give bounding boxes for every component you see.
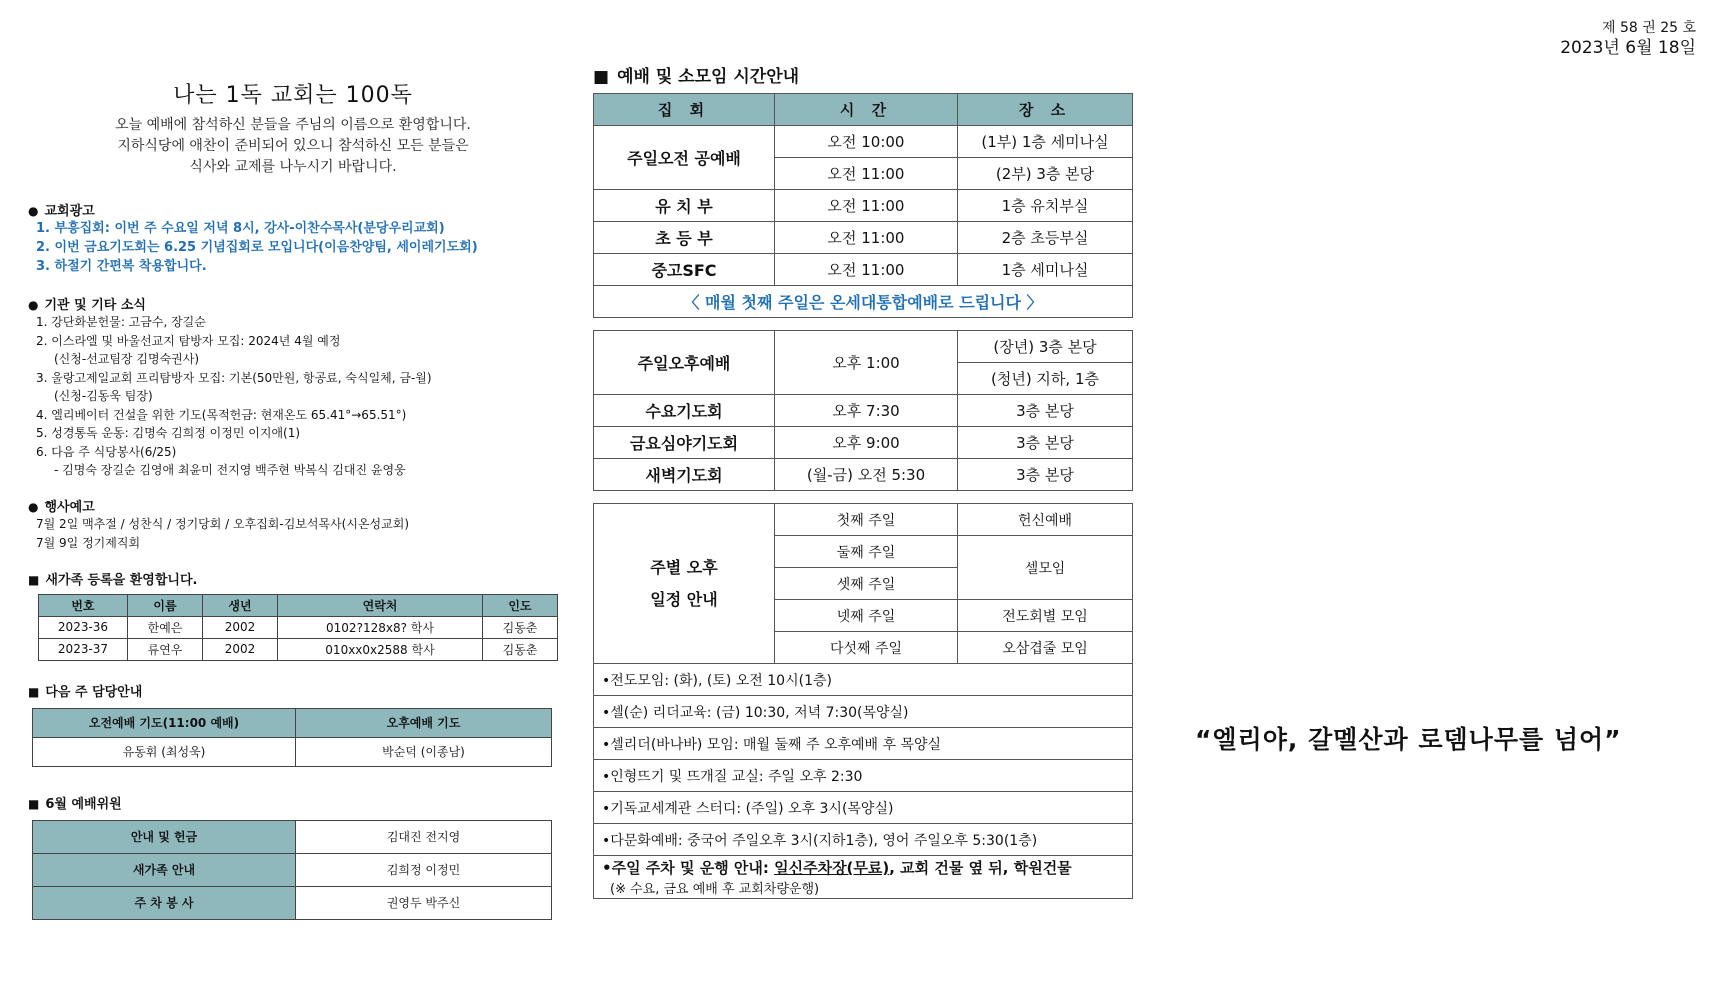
table-cell: 유동휘 (최성욱) (33, 737, 296, 766)
table-cell: 김동춘 (483, 638, 558, 660)
news-item: 1. 강단화분헌물: 고금수, 장길순 (36, 315, 206, 329)
table-cell: 2023-36 (39, 616, 128, 638)
week-label: 넷째 주일 (775, 600, 958, 632)
services-title: 예배 및 소모임 시간안내 (617, 67, 800, 87)
announcements-title: 교회광고 (44, 204, 95, 219)
parking-note: (※ 수요, 금요 예배 후 교회차량운행) (610, 882, 820, 897)
service-time: 오전 11:00 (775, 190, 958, 222)
news-item: (신청-김동욱 팀장) (54, 389, 153, 403)
square-bullet-icon: ■ (28, 572, 40, 587)
service-name: 금요심야기도회 (594, 427, 775, 459)
new-family-title: 새가족 등록을 환영합니다. (45, 572, 198, 588)
service-time: (월-금) 오전 5:30 (775, 459, 958, 491)
info-line: •셀리더(바나바) 모임: 매월 둘째 주 오후예배 후 목양실 (594, 728, 1133, 760)
row-header: 안내 및 헌금 (33, 820, 296, 853)
table-row (594, 728, 1133, 760)
service-time: 오전 11:00 (775, 254, 958, 286)
service-place: (1부) 1층 세미나실 (958, 126, 1133, 158)
table-row (594, 395, 1133, 427)
info-line: •전도모임: (화), (토) 오전 10시(1층) (594, 664, 1133, 696)
new-family-table (38, 594, 558, 661)
table-row (594, 504, 1133, 536)
table-header-row (39, 594, 558, 616)
table-row (594, 190, 1133, 222)
service-name: 중고SFC (594, 254, 775, 286)
table-row (594, 792, 1133, 824)
weekly-schedule-title (594, 504, 775, 664)
next-duty-heading (28, 681, 558, 700)
table-cell: 0102?128x8? 학사 (278, 616, 483, 638)
new-family-heading (28, 569, 558, 588)
bullet-icon: ● (28, 499, 39, 514)
services-table (593, 93, 1133, 318)
motto-title: 나는 1독 교회는 100독 (173, 83, 413, 108)
table-row (594, 824, 1133, 856)
weekly-title-line: 일정 안내 (650, 589, 718, 609)
news-item: 2. 이스라엘 및 바울선교지 탐방자 모집: 2024년 4월 예정 (36, 333, 341, 348)
column-header: 오후예배 기도 (296, 708, 552, 737)
table-row (33, 853, 552, 886)
table-row (594, 664, 1133, 696)
news-heading (28, 294, 558, 313)
info-line: •인형뜨기 및 뜨개질 교실: 주일 오후 2:30 (594, 760, 1133, 792)
issue-volume: 제 58 권 25 호 (1601, 20, 1696, 36)
table-row (33, 737, 552, 766)
issue-date: 2023년 6월 18일 (1560, 38, 1696, 58)
event-item: 7월 9일 정기제직회 (36, 535, 141, 550)
table-cell: 김동춘 (483, 616, 558, 638)
weekly-schedule-table (593, 503, 1133, 899)
week-label: 다섯째 주일 (775, 632, 958, 664)
week-program: 전도회별 모임 (958, 600, 1133, 632)
week-label: 첫째 주일 (775, 504, 958, 536)
table-cell: 김희정 이정민 (296, 853, 552, 886)
service-place: 1층 세미나실 (958, 254, 1133, 286)
bullet-icon: ● (28, 298, 39, 312)
table-row (33, 886, 552, 919)
news-item: 6. 다음 주 식당봉사(6/25) (36, 444, 177, 459)
table-row (594, 331, 1133, 363)
table-row (594, 126, 1133, 158)
column-header: 오전예배 기도(11:00 예배) (33, 708, 296, 737)
committee-table (32, 820, 552, 920)
committee-heading (28, 793, 558, 812)
column-header: 집 회 (594, 94, 775, 126)
service-time: 오전 11:00 (775, 222, 958, 254)
service-name: 초 등 부 (594, 222, 775, 254)
afternoon-services-table (593, 330, 1133, 491)
news-item: 4. 엘리베이터 건설을 위한 기도(목적헌금: 현재온도 65.41°→65.51°) (36, 407, 407, 422)
table-row (594, 760, 1133, 792)
row-header: 주 차 봉 사 (33, 886, 296, 919)
square-bullet-icon: ■ (593, 67, 610, 87)
next-duty-table (32, 708, 552, 767)
column-header: 시 간 (775, 94, 958, 126)
week-label: 둘째 주일 (775, 536, 958, 568)
info-line: •기독교세계관 스터디: (주일) 오후 3시(목양실) (594, 792, 1133, 824)
column-header: 번호 (39, 594, 128, 616)
row-header: 새가족 안내 (33, 853, 296, 886)
integrated-worship-note: 〈 매월 첫째 주일은 온세대통합예배로 드립니다 〉 (594, 286, 1133, 318)
service-time: 오전 11:00 (775, 158, 958, 190)
table-cell: 2023-37 (39, 638, 128, 660)
table-row (39, 616, 558, 638)
week-label: 셋째 주일 (775, 568, 958, 600)
service-name: 주일오후예배 (594, 331, 775, 395)
news-item: (신청-선교팀장 김명숙권사) (54, 352, 200, 366)
service-place: 3층 본당 (958, 427, 1133, 459)
service-name: 주일오전 공예배 (594, 126, 775, 190)
table-row (594, 222, 1133, 254)
events-heading (28, 496, 558, 515)
service-place: (2부) 3층 본당 (958, 158, 1133, 190)
table-cell: 권영두 박주신 (296, 886, 552, 919)
service-place: 3층 본당 (958, 395, 1133, 427)
motto-line: 지하식당에 애찬이 준비되어 있으니 참석하신 모든 분들은 (117, 138, 469, 154)
news-item: 5. 성경통독 운동: 김명숙 김희정 이정민 이지애(1) (36, 426, 301, 440)
column-header: 연락처 (278, 594, 483, 616)
table-row (594, 254, 1133, 286)
table-cell: 2002 (203, 616, 278, 638)
info-line: •셀(순) 리더교육: (금) 10:30, 저녁 7:30(목양실) (594, 696, 1133, 728)
square-bullet-icon: ■ (28, 796, 40, 811)
next-duty-title: 다음 주 담당안내 (45, 684, 143, 700)
table-cell: 김대진 전지영 (296, 820, 552, 853)
service-name: 유 치 부 (594, 190, 775, 222)
service-place: 3층 본당 (958, 459, 1133, 491)
table-row (594, 427, 1133, 459)
announcement-item: 1. 부흥집회: 이번 주 수요일 저녁 8시, 강사-이찬수목사(분당우리교회) (36, 221, 445, 236)
service-time: 오후 1:00 (775, 331, 958, 395)
week-program: 오삼겹줄 모임 (958, 632, 1133, 664)
parking-info (594, 856, 1133, 899)
announcement-item: 3. 하절기 간편복 착용합니다. (36, 259, 207, 274)
service-name: 새벽기도회 (594, 459, 775, 491)
service-place: (청년) 지하, 1층 (958, 363, 1133, 395)
parking-suffix: , 교회 건물 옆 뒤, 학원건물 (889, 859, 1072, 877)
motto-line: 식사와 교제를 나누시기 바랍니다. (189, 159, 397, 175)
week-program: 헌신예배 (958, 504, 1133, 536)
middle-column (593, 62, 1133, 899)
news-item: - 김명숙 장길순 김영애 최윤미 전지영 백주현 박복식 김대진 윤영웅 (54, 463, 406, 477)
sermon-title: “엘리야, 갈멜산과 로뎀나무를 넘어” (1195, 725, 1622, 754)
weekly-title-line: 주별 오후 (650, 557, 718, 577)
service-place: (장년) 3층 본당 (958, 331, 1133, 363)
announcement-item: 2. 이번 금요기도회는 6.25 기념집회로 모입니다(이음찬양팀, 세이레기도회) (36, 240, 478, 255)
service-place: 2층 초등부실 (958, 222, 1133, 254)
column-header: 이름 (128, 594, 203, 616)
table-cell: 010xx0x2588 학사 (278, 638, 483, 660)
service-time: 오후 9:00 (775, 427, 958, 459)
events-title: 행사예고 (44, 499, 95, 515)
committee-title: 6월 예배위원 (45, 796, 122, 812)
bullet-icon: ● (28, 204, 39, 218)
table-cell: 류연우 (128, 638, 203, 660)
table-row (594, 459, 1133, 491)
table-cell: 박순덕 (이종남) (296, 737, 552, 766)
column-header: 인도 (483, 594, 558, 616)
table-row (39, 638, 558, 660)
services-heading (593, 62, 1133, 87)
announcements-heading (28, 200, 558, 219)
info-line: •다문화예배: 중국어 주일오후 3시(지하1층), 영어 주일오후 5:30(1층) (594, 824, 1133, 856)
week-program: 셀모임 (958, 536, 1133, 600)
news-title: 기관 및 기타 소식 (44, 298, 146, 313)
column-header: 장 소 (958, 94, 1133, 126)
motto-line: 오늘 예배에 참석하신 분들을 주님의 이름으로 환영합니다. (115, 117, 471, 133)
service-name: 수요기도회 (594, 395, 775, 427)
service-time: 오전 10:00 (775, 126, 958, 158)
table-row (33, 820, 552, 853)
parking-prefix: •주일 주차 및 운행 안내: (602, 859, 775, 877)
table-row (594, 286, 1133, 318)
news-item: 3. 울랑고제일교회 프리탐방자 모집: 기본(50만원, 항공료, 숙식일체, 금-월) (36, 370, 432, 385)
left-column (28, 70, 558, 920)
table-row (594, 696, 1133, 728)
column-header: 생년 (203, 594, 278, 616)
square-bullet-icon: ■ (28, 684, 40, 699)
table-cell: 한예은 (128, 616, 203, 638)
table-header-row (594, 94, 1133, 126)
parking-lot: 일신주차장(무료) (774, 859, 890, 877)
table-header-row (33, 708, 552, 737)
issue-info (1560, 18, 1696, 58)
service-place: 1층 유치부실 (958, 190, 1133, 222)
event-item: 7월 2일 맥추절 / 성찬식 / 정기당회 / 오후집회-김보석목사(시온성교회) (36, 516, 410, 531)
table-row (594, 856, 1133, 899)
service-time: 오후 7:30 (775, 395, 958, 427)
table-cell: 2002 (203, 638, 278, 660)
